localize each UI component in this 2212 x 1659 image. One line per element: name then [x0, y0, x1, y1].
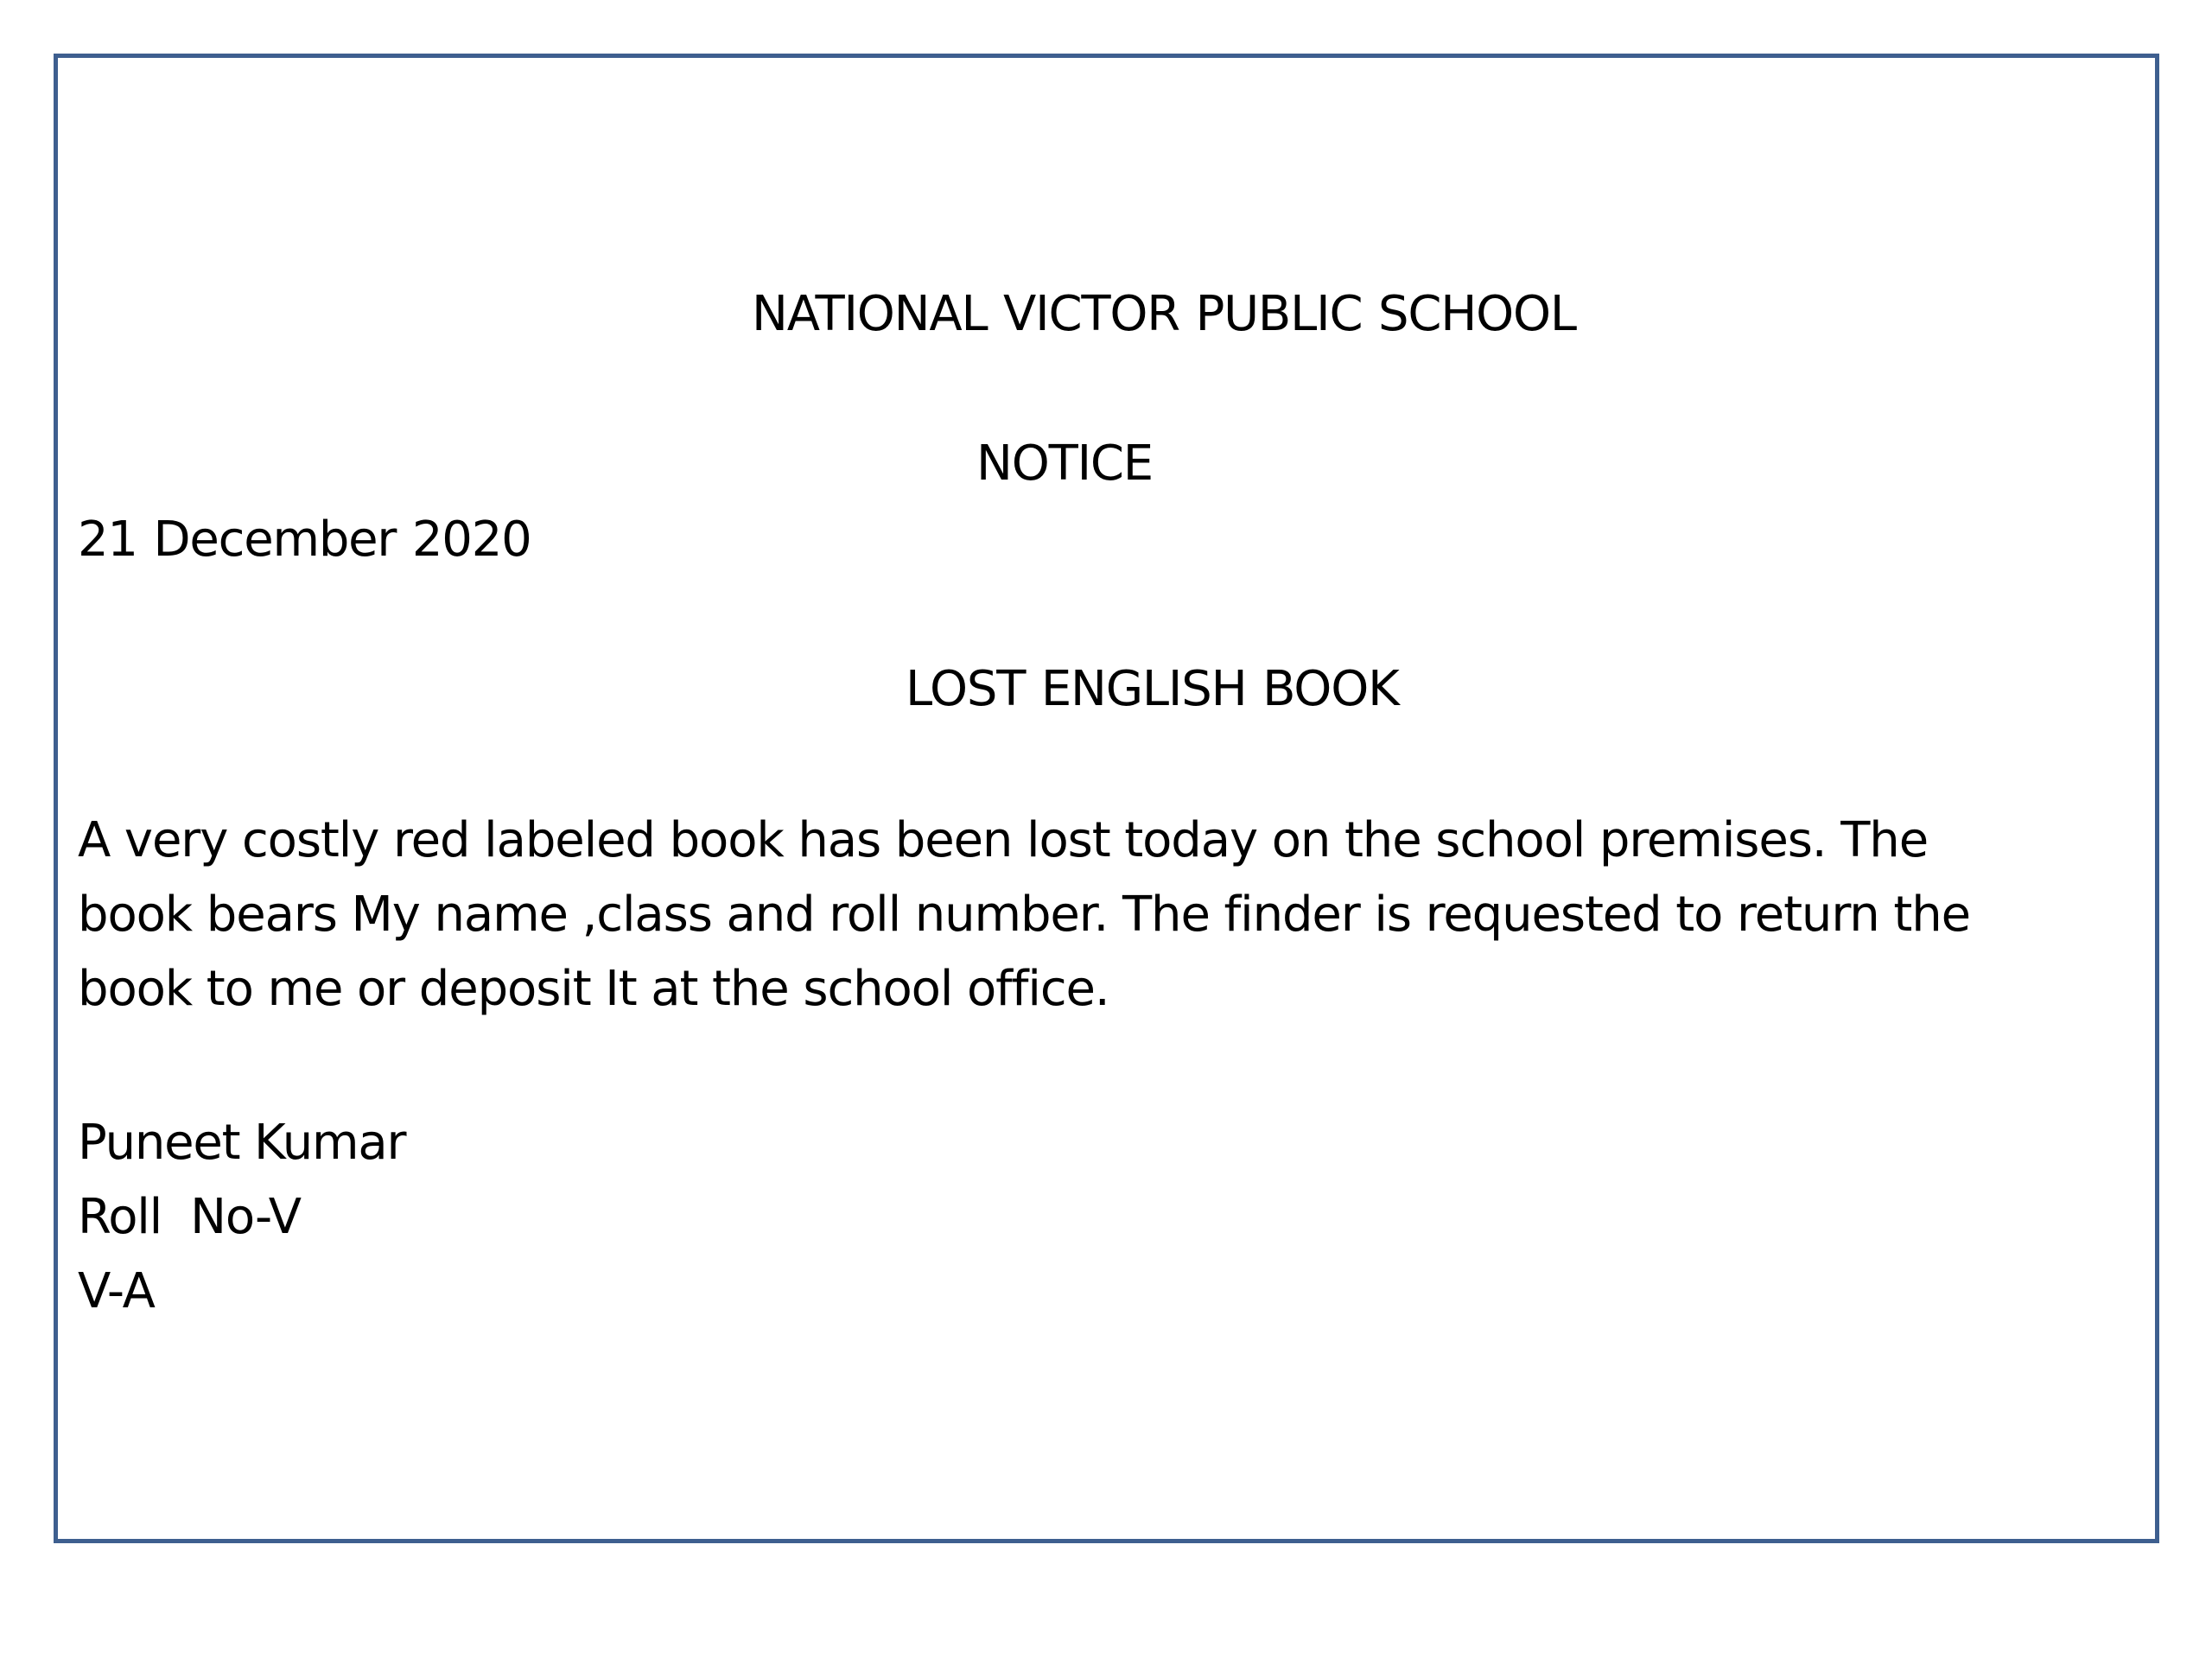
notice-body	[78, 804, 2134, 1027]
signature-class: V-A	[78, 1263, 155, 1319]
notice-heading: NOTICE	[976, 435, 1153, 492]
notice-date: 21 December 2020	[78, 512, 531, 568]
body-line: A very costly red labeled book has been lost today on the school premises. The	[78, 812, 1929, 868]
notice-subject: LOST ENGLISH BOOK	[906, 661, 1399, 717]
signature-name: Puneet Kumar	[78, 1115, 406, 1171]
school-name: NATIONAL VICTOR PUBLIC SCHOOL	[752, 286, 1576, 342]
signature-block	[78, 1106, 405, 1329]
signature-roll: Roll No-V	[78, 1189, 301, 1245]
body-line: book bears My name ,class and roll number. The finder is requested to return the	[78, 887, 1970, 943]
body-line: book to me or deposit It at the school office.	[78, 961, 1109, 1017]
